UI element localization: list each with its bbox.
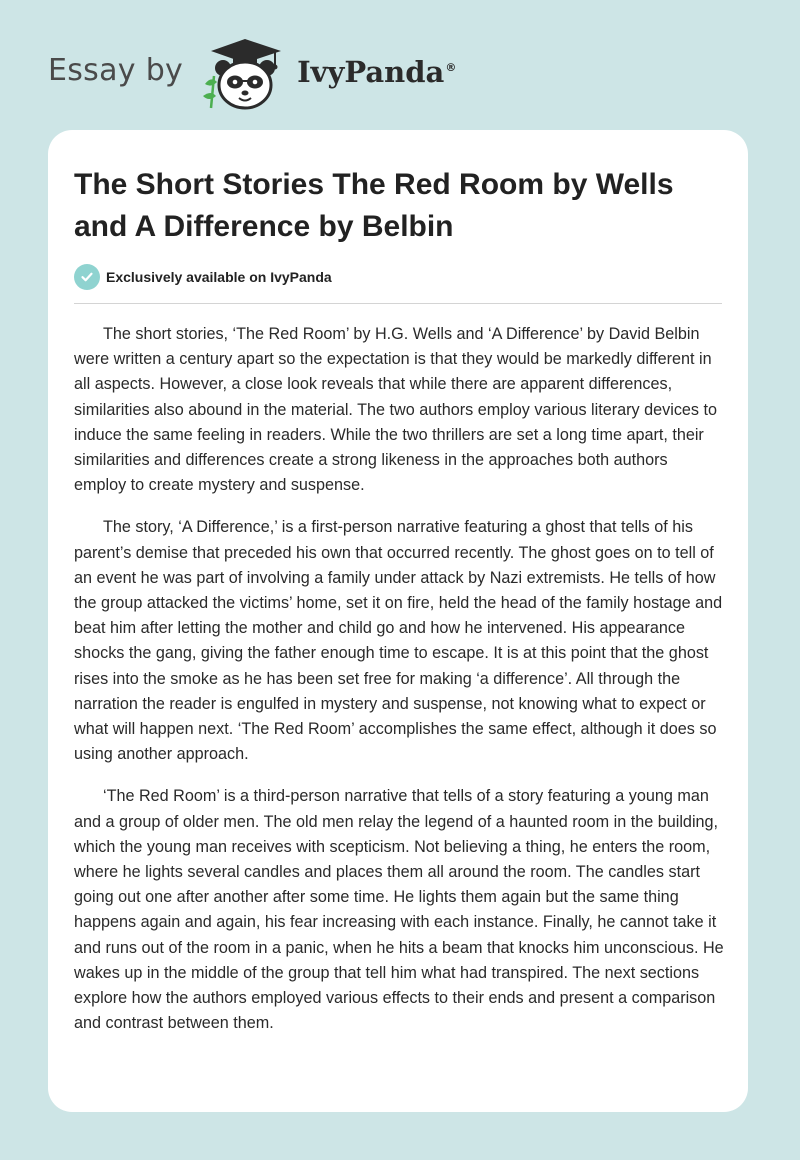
brand-header[interactable] [48, 36, 456, 112]
paragraph: The short stories, ‘The Red Room’ by H.G. Wells and ‘A Difference’ by David Belbin were written a century apart so the expectation is that they would be markedly different in all aspects. However, a close look reveals that while there are apparent differences, similarities also abound in the material. The two authors employ various literary devices to induce the same feeling in readers. While the two thrillers are set a long time apart, their similarities and differences create a strong likeness in the approaches both authors employ to create mystery and suspense. [74, 325, 718, 495]
essay-card [48, 130, 748, 1112]
divider [74, 303, 722, 304]
exclusive-badge [74, 264, 332, 290]
brand-name: IvyPanda® [297, 55, 457, 89]
panda-graduate-icon [197, 36, 293, 112]
essay-body [74, 322, 724, 1053]
check-circle-icon [74, 264, 100, 290]
brand-prefix: Essay by [48, 52, 184, 88]
badge-text: Exclusively available on IvyPanda [106, 269, 332, 285]
registered-mark: ® [445, 61, 457, 75]
paragraph: The story, ‘A Difference,’ is a first-person narrative featuring a ghost that tells of his parent’s demise that preceded his own that occurred recently. The ghost goes on to tell of an event he was part of involving a family under attack by Nazi extremists. He tells of how the group attacked the victims’ home, set it on fire, held the head of the family hostage and beat him after letting the mother and child go and how he intervened. His appearance shocks the gang, giving the father enough time to escape. It is at this point that the ghost rises into the smoke as he has been set free for making ‘a difference’. All through the narration the reader is engulfed in mystery and suspense, not knowing what to expect or what will happen next. ‘The Red Room’ accomplishes the same effect, although it does so using another approach. [74, 518, 723, 764]
essay-title: The Short Stories The Red Room by Wells and A Difference by Belbin [74, 168, 674, 243]
paragraph: ‘The Red Room’ is a third-person narrative that tells of a story featuring a young man and a group of older men. The old men relay the legend of a haunted room in the building, which the young man receives with scepticism. Not believing a thing, he enters the room, where he lights several candles and places them all around the room. The candles start going out one after another after some time. He lights them again but the same thing happens again and again, his fear increasing with each instance. Finally, he cannot take it and runs out of the room in a panic, when he hits a beam that knocks him unconscious. He wakes up in the middle of the group that tell him what had transpired. The next sections explore how the authors employed various effects to their ends and present a comparison and contrast between them. [74, 787, 724, 1033]
